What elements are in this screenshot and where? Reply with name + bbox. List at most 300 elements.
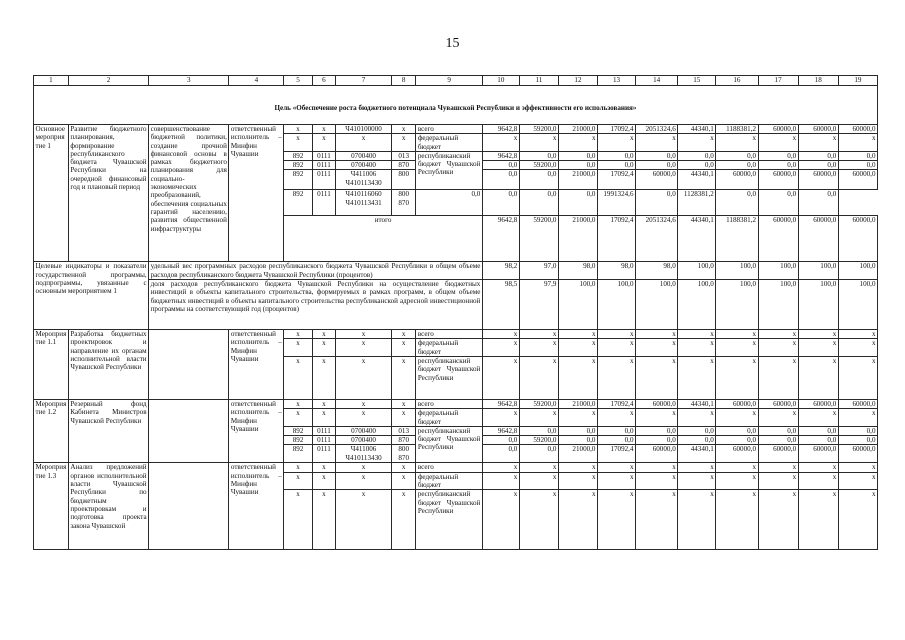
header-cell: 4 (229, 76, 284, 86)
measure-description: Анализ предложений органов исполнительной власти Чувашской Республики по бюджетным проектировкам и подготовка проекта закона Чувашской (68, 463, 148, 550)
code-target: х (336, 409, 392, 427)
indicator-value: 100,0 (636, 280, 678, 330)
code-grbs: 892 (284, 190, 313, 216)
value-cell: х (758, 134, 798, 152)
value-cell: х (519, 330, 558, 339)
value-cell: 0,0 (838, 151, 877, 160)
value-cell: 44340,1 (678, 445, 716, 463)
value-cell: х (482, 330, 519, 339)
code-type: х (392, 490, 416, 550)
indicator-value: 100,0 (758, 280, 798, 330)
code-type: х (392, 125, 416, 134)
value-cell: 0,0 (636, 426, 678, 435)
value-cell: 0,0 (558, 190, 597, 216)
value-cell: х (758, 463, 798, 472)
indicator-value: 100,0 (597, 280, 635, 330)
code-grbs: 892 (284, 426, 313, 435)
code-section: х (312, 339, 335, 357)
code-target: х (336, 134, 392, 152)
code-target: Ч411006 Ч410113430 (336, 445, 392, 463)
value-cell: 1188381,2 (716, 125, 758, 134)
code-grbs: х (284, 356, 313, 399)
value-cell: 0,0 (716, 426, 758, 435)
funding-source: федеральный бюджет (416, 409, 483, 427)
value-cell: х (558, 463, 597, 472)
value-cell: 60000,0 (636, 399, 678, 408)
code-target: Ч410100000 (336, 125, 392, 134)
code-grbs: х (284, 490, 313, 550)
value-cell: х (482, 134, 519, 152)
value-cell: х (758, 472, 798, 490)
value-cell: 60000,0 (716, 399, 758, 408)
code-grbs: х (284, 134, 313, 152)
measure-name: Основное мероприятие 1 (34, 125, 69, 262)
value-cell: х (838, 356, 877, 399)
total-label: итого (284, 216, 483, 262)
value-cell: х (678, 356, 716, 399)
value-cell: 0,0 (482, 161, 519, 170)
goal-row (34, 86, 878, 125)
code-grbs: х (284, 125, 313, 134)
code-section: 0111 (312, 445, 335, 463)
header-cell: 9 (416, 76, 483, 86)
indicator-value: 97,9 (519, 280, 558, 330)
value-cell: х (558, 356, 597, 399)
value-cell: х (519, 463, 558, 472)
value-cell: 0,0 (678, 161, 716, 170)
code-type: 800 (392, 170, 416, 190)
value-cell: 17092,4 (597, 445, 635, 463)
header-cell: 14 (636, 76, 678, 86)
value-cell: 60000,0 (758, 125, 798, 134)
value-cell: х (636, 330, 678, 339)
value-cell: 0,0 (558, 426, 597, 435)
value-cell: х (519, 409, 558, 427)
funding-source: федеральный бюджет (416, 339, 483, 357)
value-cell: х (597, 409, 635, 427)
code-target: 0700400 (336, 426, 392, 435)
value-cell: 9642,8 (482, 151, 519, 160)
indicator-value: 100,0 (798, 262, 838, 280)
code-grbs: х (284, 463, 313, 472)
value-cell: х (798, 463, 838, 472)
code-type: х (392, 472, 416, 490)
value-cell: 60000,0 (798, 170, 838, 190)
funding-source: республиканский бюджет Чувашской Республики (416, 356, 483, 399)
value-cell: 0,0 (482, 445, 519, 463)
indicator-value: 98,5 (482, 280, 519, 330)
header-cell: 3 (149, 76, 229, 86)
code-type: 800 870 (392, 190, 416, 216)
measure-description: Разработка бюджетных проектировок и направление их органам исполнительной власти Чувашской Республики (68, 330, 148, 400)
value-cell: 0,0 (519, 445, 558, 463)
code-section: х (312, 134, 335, 152)
value-cell: х (636, 339, 678, 357)
value-cell: х (798, 330, 838, 339)
value-cell: 60000,0 (758, 445, 798, 463)
value-cell: 0,0 (716, 161, 758, 170)
code-type: х (392, 399, 416, 408)
code-target: Ч411006 Ч410113430 (336, 170, 392, 190)
total-value: 21000,0 (558, 216, 597, 262)
funding-source: республиканский бюджет Чувашской Республики (416, 490, 483, 550)
value-cell: х (558, 490, 597, 550)
value-cell: х (558, 472, 597, 490)
code-target: 0700400 (336, 151, 392, 160)
value-cell: 17092,4 (597, 399, 635, 408)
code-type: х (392, 463, 416, 472)
code-type: 013 (392, 426, 416, 435)
code-section: х (312, 490, 335, 550)
measure-name: Мероприятие 1.2 (34, 399, 69, 462)
responsible-executor: ответственный исполнитель – Минфин Чувашии (229, 125, 284, 262)
code-target: 0700400 (336, 161, 392, 170)
value-cell: х (558, 339, 597, 357)
value-cell: 59200,0 (519, 399, 558, 408)
value-cell: х (558, 409, 597, 427)
value-cell: 0,0 (678, 426, 716, 435)
value-cell: 9642,8 (482, 399, 519, 408)
value-cell: х (758, 330, 798, 339)
value-cell: 60000,0 (838, 399, 877, 408)
value-cell: х (636, 472, 678, 490)
value-cell: 0,0 (758, 190, 798, 216)
indicator-value: 100,0 (558, 280, 597, 330)
value-cell: х (519, 472, 558, 490)
responsible-executor: ответственный исполнитель – Минфин Чувашии (229, 330, 284, 400)
value-cell: х (482, 339, 519, 357)
code-target: х (336, 490, 392, 550)
value-cell: х (838, 472, 877, 490)
code-target: х (336, 330, 392, 339)
value-cell: 1128381,2 (678, 190, 716, 216)
value-cell: 44340,1 (678, 399, 716, 408)
value-cell: 0,0 (678, 151, 716, 160)
value-cell: 0,0 (758, 426, 798, 435)
indicator-value: 98,0 (597, 262, 635, 280)
funding-source: республиканский бюджет Чувашской Республики (416, 426, 483, 463)
header-cell: 7 (336, 76, 392, 86)
table-row (34, 399, 878, 408)
value-cell: 60000,0 (798, 125, 838, 134)
funding-source: республиканский бюджет Чувашской Республики (416, 151, 483, 190)
value-cell: 1991324,6 (597, 190, 635, 216)
total-value: 60000,0 (798, 216, 838, 262)
value-cell: 0,0 (838, 436, 877, 445)
header-cell: 16 (716, 76, 758, 86)
value-cell: х (716, 339, 758, 357)
total-value: 60000,0 (758, 216, 798, 262)
responsible-executor: ответственный исполнитель – Минфин Чувашии (229, 399, 284, 462)
code-grbs: х (284, 330, 313, 339)
value-cell: х (482, 490, 519, 550)
funding-source: всего (416, 399, 483, 408)
header-cell: 8 (392, 76, 416, 86)
total-value: 17092,4 (597, 216, 635, 262)
code-target: 0700400 (336, 436, 392, 445)
value-cell: х (519, 356, 558, 399)
code-section: 0111 (312, 151, 335, 160)
code-type: 870 (392, 436, 416, 445)
value-cell: х (678, 339, 716, 357)
value-cell: 2051324,6 (636, 125, 678, 134)
value-cell: х (758, 409, 798, 427)
header-cell: 1 (34, 76, 69, 86)
code-grbs: 892 (284, 161, 313, 170)
code-target: х (336, 463, 392, 472)
value-cell: 9642,8 (482, 426, 519, 435)
value-cell: х (597, 490, 635, 550)
header-cell: 6 (312, 76, 335, 86)
funding-source: всего (416, 330, 483, 339)
indicator-value: 100,0 (838, 262, 877, 280)
value-cell: 0,0 (558, 161, 597, 170)
value-cell: 0,0 (716, 151, 758, 160)
value-cell: 44340,1 (678, 125, 716, 134)
value-cell: 17092,4 (597, 125, 635, 134)
value-cell: х (482, 472, 519, 490)
table-row (34, 330, 878, 339)
code-target: х (336, 399, 392, 408)
code-section: х (312, 356, 335, 399)
value-cell: 0,0 (519, 170, 558, 190)
value-cell: 59200,0 (519, 161, 558, 170)
measure-name: Мероприятие 1.3 (34, 463, 69, 550)
code-target: Ч410116060 Ч410113431 (336, 190, 392, 216)
code-grbs: 892 (284, 445, 313, 463)
code-type: х (392, 339, 416, 357)
code-type: х (392, 409, 416, 427)
value-cell: 44340,1 (678, 170, 716, 190)
value-cell: х (558, 134, 597, 152)
funding-source: федеральный бюджет (416, 472, 483, 490)
value-cell: х (678, 134, 716, 152)
value-cell: 0,0 (758, 436, 798, 445)
code-section: х (312, 399, 335, 408)
value-cell: 0,0 (558, 151, 597, 160)
value-cell: х (636, 463, 678, 472)
indicators-label: Целевые индикаторы и показатели государственной программы, подпрограммы, увязанные с основным мероприятием 1 (34, 262, 149, 330)
value-cell: 0,0 (798, 151, 838, 160)
value-cell: х (838, 330, 877, 339)
value-cell: 0,0 (758, 161, 798, 170)
header-cell: 15 (678, 76, 716, 86)
value-cell: 59200,0 (519, 436, 558, 445)
value-cell: х (838, 463, 877, 472)
code-section: 0111 (312, 170, 335, 190)
value-cell: 0,0 (798, 426, 838, 435)
code-type: х (392, 134, 416, 152)
header-cell: 2 (68, 76, 148, 86)
value-cell: х (636, 490, 678, 550)
value-cell: 60000,0 (798, 445, 838, 463)
header-cell: 11 (519, 76, 558, 86)
value-cell: х (716, 472, 758, 490)
value-cell: 9642,8 (482, 125, 519, 134)
value-cell: х (519, 134, 558, 152)
value-cell: 0,0 (416, 190, 483, 216)
funding-source: всего (416, 125, 483, 134)
indicator-text: доля расходов республиканского бюджета Чувашской Республики на осуществление бюджетных инвестиций в объекты капитального строительства, формируемых в рамках программ, в общем объеме бюджетных инвестиций в объекты капитального строительства республиканской адресной инвестиционной программы на соответствующий год (процентов) (149, 280, 483, 330)
measure-name: Мероприятие 1.1 (34, 330, 69, 400)
measure-description: Резервный фонд Кабинета Министров Чувашской Республики (68, 399, 148, 462)
value-cell: х (716, 134, 758, 152)
value-cell: х (597, 339, 635, 357)
value-cell: 60000,0 (798, 399, 838, 408)
value-cell: 60000,0 (838, 125, 877, 134)
table-row (34, 463, 878, 472)
total-value: 44340,1 (678, 216, 716, 262)
value-cell: 59200,0 (519, 125, 558, 134)
value-cell: 0,0 (558, 436, 597, 445)
code-section: 0111 (312, 436, 335, 445)
value-cell: х (597, 472, 635, 490)
value-cell: 21000,0 (558, 445, 597, 463)
value-cell: х (798, 409, 838, 427)
header-cell: 12 (558, 76, 597, 86)
value-cell: х (519, 339, 558, 357)
value-cell: х (838, 409, 877, 427)
value-cell: х (678, 330, 716, 339)
code-section: х (312, 472, 335, 490)
value-cell: 0,0 (798, 161, 838, 170)
header-cell: 10 (482, 76, 519, 86)
value-cell: х (636, 409, 678, 427)
indicator-value: 98,0 (636, 262, 678, 280)
value-cell: 0,0 (636, 161, 678, 170)
budget-table-sheet (33, 75, 878, 550)
responsible-executor: ответственный исполнитель – Минфин Чувашии (229, 463, 284, 550)
code-type: 800 870 (392, 445, 416, 463)
value-cell: х (758, 339, 798, 357)
code-grbs: х (284, 409, 313, 427)
table-row (34, 125, 878, 134)
header-cell: 18 (798, 76, 838, 86)
value-cell: х (716, 463, 758, 472)
value-cell: 60000,0 (716, 445, 758, 463)
code-grbs: х (284, 472, 313, 490)
code-grbs: 892 (284, 436, 313, 445)
funding-source: федеральный бюджет (416, 134, 483, 152)
indicator-value: 100,0 (798, 280, 838, 330)
total-value: 9642,8 (482, 216, 519, 262)
header-cell: 19 (838, 76, 877, 86)
value-cell: 0,0 (597, 426, 635, 435)
indicator-value: 100,0 (678, 280, 716, 330)
measure-result (149, 463, 229, 550)
value-cell: 21000,0 (558, 170, 597, 190)
value-cell: х (716, 409, 758, 427)
value-cell: х (678, 409, 716, 427)
total-value: 59200,0 (519, 216, 558, 262)
value-cell: 60000,0 (636, 170, 678, 190)
value-cell: 0,0 (798, 190, 838, 216)
value-cell: х (597, 356, 635, 399)
value-cell: 0,0 (519, 190, 558, 216)
code-grbs: х (284, 399, 313, 408)
value-cell: х (798, 339, 838, 357)
value-cell: х (482, 356, 519, 399)
value-cell: 60000,0 (758, 170, 798, 190)
indicator-value: 100,0 (758, 262, 798, 280)
code-grbs: 892 (284, 170, 313, 190)
goal-title: Цель «Обеспечение роста бюджетного потенциала Чувашской Республики и эффективности его использования» (34, 86, 878, 125)
header-cell: 17 (758, 76, 798, 86)
value-cell: х (838, 339, 877, 357)
budget-table (33, 75, 878, 550)
code-section: х (312, 409, 335, 427)
value-cell: х (798, 134, 838, 152)
value-cell: 0,0 (636, 436, 678, 445)
value-cell: 0,0 (716, 190, 758, 216)
value-cell: х (597, 134, 635, 152)
value-cell: 0,0 (758, 151, 798, 160)
value-cell: 0,0 (678, 436, 716, 445)
code-grbs: 892 (284, 151, 313, 160)
value-cell: 21000,0 (558, 125, 597, 134)
indicator-value: 98,2 (482, 262, 519, 280)
value-cell: х (798, 490, 838, 550)
value-cell: 60000,0 (838, 445, 877, 463)
code-section: х (312, 463, 335, 472)
funding-source: всего (416, 463, 483, 472)
measure-result (149, 330, 229, 400)
value-cell: 0,0 (597, 151, 635, 160)
value-cell: 0,0 (597, 436, 635, 445)
value-cell: х (798, 472, 838, 490)
value-cell: 0,0 (798, 436, 838, 445)
value-cell: х (678, 463, 716, 472)
value-cell: х (519, 490, 558, 550)
measure-result (149, 399, 229, 462)
value-cell: 0,0 (482, 170, 519, 190)
value-cell: х (597, 330, 635, 339)
value-cell: 0,0 (716, 436, 758, 445)
value-cell: х (758, 356, 798, 399)
value-cell: 60000,0 (838, 170, 877, 190)
value-cell: х (716, 330, 758, 339)
value-cell: 0,0 (636, 190, 678, 216)
total-value: 2051324,6 (636, 216, 678, 262)
value-cell: 0,0 (482, 436, 519, 445)
code-type: х (392, 330, 416, 339)
code-target: х (336, 472, 392, 490)
value-cell: х (716, 356, 758, 399)
value-cell: х (482, 409, 519, 427)
code-type: х (392, 356, 416, 399)
value-cell: х (482, 463, 519, 472)
value-cell: х (636, 134, 678, 152)
total-value: 60000,0 (838, 216, 877, 262)
value-cell: 60000,0 (636, 445, 678, 463)
code-section: х (312, 125, 335, 134)
value-cell: х (798, 356, 838, 399)
value-cell: х (678, 490, 716, 550)
value-cell: 21000,0 (558, 399, 597, 408)
header-cell: 5 (284, 76, 313, 86)
indicator-value: 100,0 (716, 280, 758, 330)
value-cell: х (636, 356, 678, 399)
total-value: 1188381,2 (716, 216, 758, 262)
value-cell: 0,0 (519, 151, 558, 160)
value-cell: х (678, 472, 716, 490)
value-cell: 17092,4 (597, 170, 635, 190)
indicator-value: 98,0 (558, 262, 597, 280)
indicator-value: 97,0 (519, 262, 558, 280)
value-cell: х (758, 490, 798, 550)
header-row (34, 76, 878, 86)
measure-result: совершенствование бюджетной политики, создание прочной финансовой основы в рамках бюджетного планирования для социально-экономических преобразований, обеспечения социальных гарантий населению, развития общественной инфраструктуры (149, 125, 229, 262)
